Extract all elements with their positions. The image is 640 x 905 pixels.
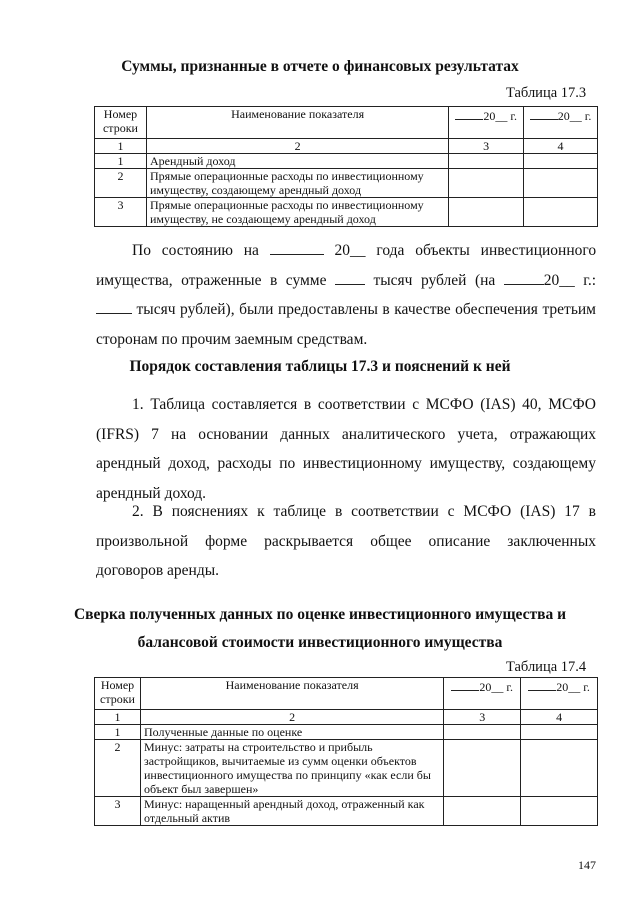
table-row [95, 154, 598, 169]
table-row [95, 740, 598, 797]
col-number: 4 [521, 710, 598, 725]
year-suffix: 20__ г. [479, 680, 513, 694]
col-number: 1 [95, 139, 147, 154]
year-blank [451, 678, 479, 691]
instruction-paragraph-2: 2. В пояснениях к таблице в соответствии с МСФО (IAS) 17 в произвольной форме раскрывается общее описание заключенных договоров аренды. [96, 503, 596, 579]
value-cell[interactable] [444, 725, 521, 740]
value-cell[interactable] [524, 169, 598, 198]
year-suffix: 20__ г. [556, 680, 590, 694]
row-number: 3 [95, 198, 147, 227]
col-number: 2 [140, 710, 443, 725]
year-suffix: 20__ г. [557, 109, 592, 123]
para-line-3: тысяч рублей), были предоставлены в качестве обеспечения третьим [96, 295, 596, 325]
value-cell[interactable] [449, 154, 524, 169]
header-row-number: Номер строки [95, 107, 147, 139]
column-number-row [95, 139, 598, 154]
table-row [95, 198, 598, 227]
row-number: 2 [95, 169, 147, 198]
header-indicator-name: Наименование показателя [140, 678, 443, 710]
value-cell[interactable] [521, 725, 598, 740]
para-line-2: имущества, отраженные в сумме тысяч рублей (на 20__ г.: [96, 271, 597, 289]
value-cell[interactable] [524, 198, 598, 227]
date-blank[interactable] [270, 240, 324, 255]
row-indicator: Арендный доход [146, 154, 448, 169]
table-label-17-4: Таблица 17.4 [506, 659, 587, 675]
row-indicator: Минус: затраты на строительство и прибыль застройщиков, вычитаемые из сумм оценки объектов инвестиционного имущества по принципу «как если бы объект был завершен» [140, 740, 443, 797]
value-cell[interactable] [449, 169, 524, 198]
value-cell[interactable] [444, 740, 521, 797]
value-cell[interactable] [521, 797, 598, 826]
header-year-b [524, 107, 598, 139]
section-heading-table-instructions: Порядок составления таблицы 17.3 и пояснений к ней [129, 358, 511, 375]
column-number-row [95, 710, 598, 725]
para-line-4: сторонам по прочим заемным средствам. [96, 330, 368, 348]
table-label-17-3: Таблица 17.3 [506, 85, 587, 101]
amount-blank[interactable] [96, 299, 132, 314]
header-year-a [444, 678, 521, 710]
page-number: 147 [578, 858, 596, 872]
table-17-3 [94, 106, 598, 227]
table-17-4 [94, 677, 598, 826]
table-row [95, 169, 598, 198]
col-number: 3 [444, 710, 521, 725]
table-row [95, 797, 598, 826]
row-indicator: Прямые операционные расходы по инвестиционному имуществу, создающему арендный доход [146, 169, 448, 198]
year-suffix: 20__ г. [483, 109, 517, 123]
col-number: 3 [449, 139, 524, 154]
row-number: 1 [95, 154, 147, 169]
table-header-row [95, 678, 598, 710]
row-indicator: Прямые операционные расходы по инвестиционному имуществу, не создающему арендный доход [146, 198, 448, 227]
row-indicator: Минус: наращенный арендный доход, отраженный как отдельный актив [140, 797, 443, 826]
row-number: 1 [95, 725, 141, 740]
col-number: 1 [95, 710, 141, 725]
col-number: 4 [524, 139, 598, 154]
section-heading-reconciliation-line-1: Сверка полученных данных по оценке инвестиционного имущества и [73, 606, 567, 623]
table-header-row [95, 107, 598, 139]
amount-blank[interactable] [335, 270, 365, 285]
year-blank [528, 678, 556, 691]
section-heading-reconciliation-line-2: балансовой стоимости инвестиционного имущества [137, 634, 503, 651]
instruction-paragraph-1: 1. Таблица составляется в соответствии с МСФО (IAS) 40, МСФО (IFRS) 7 на основании данных аналитического учета, отражающих арендный доход, расходы по инвестиционному имуществу, создающему арендный доход. [96, 396, 596, 502]
table-row [95, 725, 598, 740]
header-row-number: Номер строки [95, 678, 141, 710]
header-year-b [521, 678, 598, 710]
header-year-a [449, 107, 524, 139]
row-number: 2 [95, 740, 141, 797]
value-cell[interactable] [524, 154, 598, 169]
section-heading-financial-results: Суммы, признанные в отчете о финансовых результатах [121, 58, 519, 75]
header-indicator-name: Наименование показателя [146, 107, 448, 139]
value-cell[interactable] [521, 740, 598, 797]
date-blank[interactable] [504, 270, 544, 285]
year-blank [530, 107, 558, 120]
row-indicator: Полученные данные по оценке [140, 725, 443, 740]
year-blank [455, 107, 483, 120]
para-line-1: По состоянию на 20__ года объекты инвестиционного [132, 242, 597, 259]
value-cell[interactable] [449, 198, 524, 227]
collateral-paragraph [96, 236, 596, 354]
value-cell[interactable] [444, 797, 521, 826]
row-number: 3 [95, 797, 141, 826]
col-number: 2 [146, 139, 448, 154]
